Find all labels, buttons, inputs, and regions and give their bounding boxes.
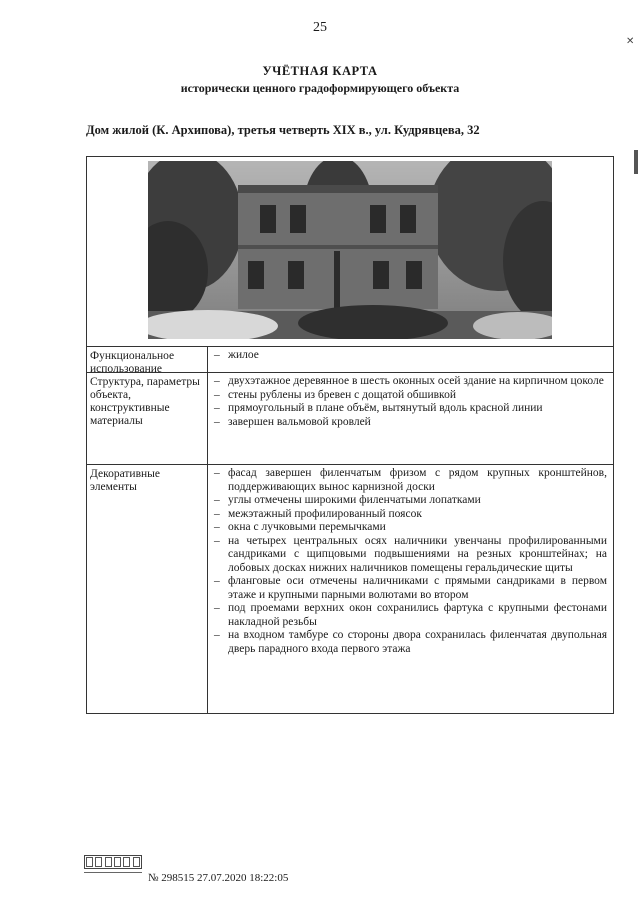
list-item: [214, 349, 607, 363]
dash: –: [214, 507, 220, 520]
item-text: фланговые оси отмечены наличниками с прямыми сандриками в первом этаже и крупными парными волютами во втором: [228, 575, 607, 601]
stamp-cell: [114, 857, 121, 867]
corner-mark-icon: ✕: [626, 36, 635, 47]
list-item: [214, 629, 607, 656]
row-value: [208, 465, 613, 713]
registration-number: № 298515 27.07.2020 18:22:05: [148, 872, 289, 884]
object-heading: Дом жилой (К. Архипова), третья четверть XIX в., ул. Кудрявцева, 32: [86, 123, 480, 137]
row-value: [208, 347, 613, 372]
list-item: [214, 389, 607, 403]
item-text: завершен вальмовой кровлей: [228, 415, 371, 428]
item-text: межэтажный профилированный поясок: [228, 507, 422, 520]
dash: –: [214, 494, 220, 506]
dash: –: [214, 415, 220, 428]
card-title: УЧЁТНАЯ КАРТА: [262, 64, 378, 78]
stamp-cell: [86, 857, 93, 867]
row-label: Структура, параметры объекта, конструктивные материалы: [87, 373, 208, 464]
stamp-cell: [133, 857, 140, 867]
dash: –: [214, 575, 220, 587]
dash: –: [214, 349, 220, 361]
list-item: [214, 494, 607, 508]
list-item: [214, 521, 607, 535]
dash: –: [214, 375, 220, 387]
row-structure: [87, 373, 613, 465]
row-label: Декоративные элементы: [87, 465, 208, 713]
stamp-cell: [95, 857, 102, 867]
row-functional-use: [87, 347, 613, 373]
building-photo-icon: [148, 161, 552, 339]
list-item: [214, 375, 607, 389]
dash: –: [214, 402, 220, 414]
item-text: под проемами верхних окон сохранились фартука с крупными фестонами накладной резьбы: [228, 602, 607, 628]
dash: –: [214, 602, 220, 614]
stamp-cell: [105, 857, 112, 867]
item-text: прямоугольный в плане объём, вытянутый вдоль красной линии: [228, 402, 543, 414]
item-text: фасад завершен филенчатым фризом с рядом крупных кронштейнов, поддерживающих вынос карнизной доски: [228, 467, 607, 493]
dash: –: [214, 521, 220, 533]
list-item: [214, 535, 607, 576]
dash: –: [214, 388, 220, 401]
item-text: окна с лучковыми перемычками: [228, 521, 386, 533]
stamp-cell: [123, 857, 130, 867]
barcode-stamp-icon: [84, 855, 142, 869]
card-table: [86, 156, 614, 714]
row-value: [208, 373, 613, 464]
list-item: [214, 467, 607, 494]
list-item: [214, 416, 607, 430]
row-decorative-elements: [87, 465, 613, 713]
list-item: [214, 402, 607, 416]
item-text: жилое: [228, 349, 259, 361]
list-item: [214, 575, 607, 602]
item-text: двухэтажное деревянное в шесть оконных осей здание на кирпичном цоколе: [228, 375, 604, 387]
list-item: [214, 602, 607, 629]
item-text: на четырех центральных осях наличники увенчаны профилированными сандриками с щипцовыми подвышениями на резных кронштейнах; на лобовых досках нижних наличников помещены геральдические щиты: [228, 534, 607, 574]
page-number: 25: [313, 20, 327, 35]
photo-cell: [87, 157, 613, 347]
item-text: стены рублены из бревен с дощатой обшивкой: [228, 388, 456, 401]
dash: –: [214, 534, 220, 547]
dash: –: [214, 629, 220, 641]
building-photo: [148, 161, 552, 339]
stamp-underline: [84, 872, 142, 873]
dash: –: [214, 467, 220, 479]
row-label: Функциональное использование: [87, 347, 208, 372]
item-text: на входном тамбуре со стороны двора сохранилась филенчатая двупольная дверь парадного входа первого этажа: [228, 629, 607, 655]
item-text: углы отмечены широкими филенчатыми лопатками: [228, 494, 481, 506]
edge-mark: [634, 150, 638, 174]
card-subtitle: исторически ценного градоформирующего объекта: [180, 81, 460, 95]
list-item: [214, 508, 607, 522]
